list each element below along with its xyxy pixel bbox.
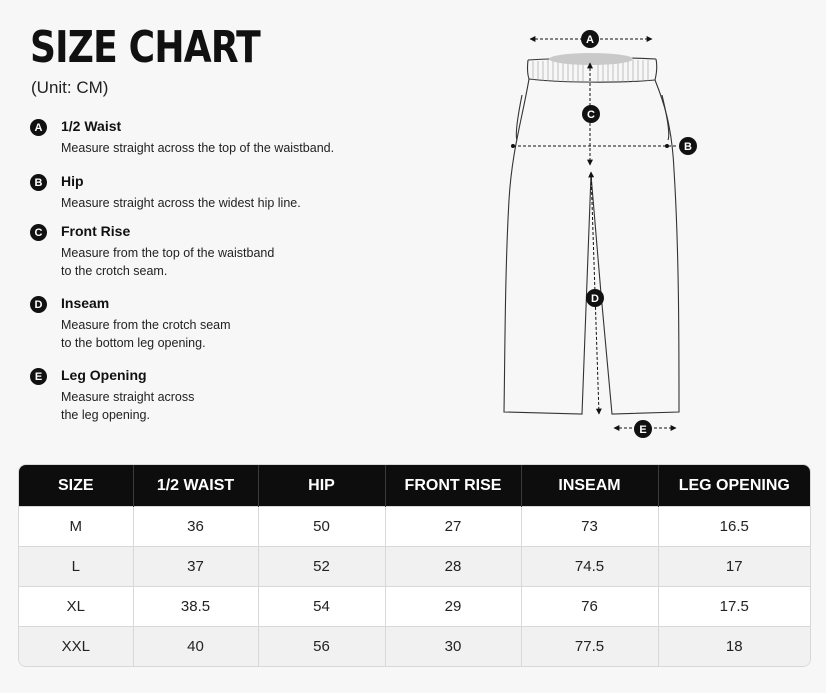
legend-label: 1/2 Waist xyxy=(61,118,122,134)
legend-label: Front Rise xyxy=(61,223,131,239)
unit-label: (Unit: CM) xyxy=(31,78,109,97)
legend-label: Leg Opening xyxy=(61,367,147,383)
legend-desc-line: Measure straight across the top of the waistband. xyxy=(61,141,335,155)
page-title: SIZE CHART xyxy=(30,22,260,73)
legend-desc-line: to the bottom leg opening. xyxy=(61,336,206,350)
waistband-inner xyxy=(549,53,633,65)
svg-text:B: B xyxy=(684,141,692,153)
table-cell: 50 xyxy=(258,507,385,547)
size-table-container xyxy=(18,464,811,667)
table-cell: 77.5 xyxy=(521,627,658,667)
table-row xyxy=(19,587,810,627)
badge-b: B xyxy=(30,174,47,191)
legend-desc-line: Measure from the crotch seam xyxy=(61,318,231,332)
badge-e: E xyxy=(30,368,47,385)
marker-d xyxy=(586,289,604,307)
table-cell: 16.5 xyxy=(658,507,810,547)
table-cell: 56 xyxy=(258,627,385,667)
table-cell: XL xyxy=(19,587,133,627)
legend-desc-line: Measure straight across the widest hip line. xyxy=(61,196,301,210)
legend-desc-line: Measure from the top of the waistband xyxy=(61,246,275,260)
table-cell: 27 xyxy=(385,507,521,547)
table-row xyxy=(19,547,810,587)
table-cell: 28 xyxy=(385,547,521,587)
table-cell: 37 xyxy=(133,547,258,587)
hip-endpoint xyxy=(511,144,515,148)
table-cell: 40 xyxy=(133,627,258,667)
table-cell: 36 xyxy=(133,507,258,547)
table-cell: 38.5 xyxy=(133,587,258,627)
marker-a xyxy=(581,30,599,48)
column-header: INSEAM xyxy=(521,465,658,507)
legend-desc-line: to the crotch seam. xyxy=(61,264,168,278)
table-cell: M xyxy=(19,507,133,547)
legend-description xyxy=(61,194,301,212)
badge-c: C xyxy=(30,224,47,241)
legend-description xyxy=(61,388,194,424)
badge-d: D xyxy=(30,296,47,313)
legend-description xyxy=(61,244,274,280)
table-cell: 17 xyxy=(658,547,810,587)
marker-b xyxy=(679,137,697,155)
column-header: HIP xyxy=(258,465,385,507)
table-cell: 18 xyxy=(658,627,810,667)
marker-c xyxy=(582,105,600,123)
legend-label: Hip xyxy=(61,173,84,189)
column-header: SIZE xyxy=(19,465,133,507)
table-cell: 54 xyxy=(258,587,385,627)
column-header: 1/2 WAIST xyxy=(133,465,258,507)
svg-text:D: D xyxy=(591,293,599,305)
svg-text:E: E xyxy=(639,424,647,436)
table-cell: 74.5 xyxy=(521,547,658,587)
table-header-row xyxy=(19,465,810,507)
table-cell: 73 xyxy=(521,507,658,547)
legend-desc-line: Measure straight across xyxy=(61,390,195,404)
hip-endpoint xyxy=(665,144,669,148)
measurement-lines xyxy=(513,39,676,428)
marker-e xyxy=(634,420,652,438)
legend-description xyxy=(61,316,231,352)
legend-desc-line: the leg opening. xyxy=(61,408,150,422)
table-cell: 30 xyxy=(385,627,521,667)
table-cell: L xyxy=(19,547,133,587)
table-cell: XXL xyxy=(19,627,133,667)
table-cell: 29 xyxy=(385,587,521,627)
table-cell: 17.5 xyxy=(658,587,810,627)
pants-diagram xyxy=(490,18,720,448)
size-table xyxy=(19,465,810,666)
svg-text:C: C xyxy=(587,109,595,121)
legend-description xyxy=(61,139,334,157)
table-row xyxy=(19,507,810,547)
svg-text:A: A xyxy=(586,34,594,46)
column-header: FRONT RISE xyxy=(385,465,521,507)
column-header: LEG OPENING xyxy=(658,465,810,507)
table-cell: 76 xyxy=(521,587,658,627)
legend-label: Inseam xyxy=(61,295,110,311)
table-cell: 52 xyxy=(258,547,385,587)
table-row xyxy=(19,627,810,667)
badge-a: A xyxy=(30,119,47,136)
